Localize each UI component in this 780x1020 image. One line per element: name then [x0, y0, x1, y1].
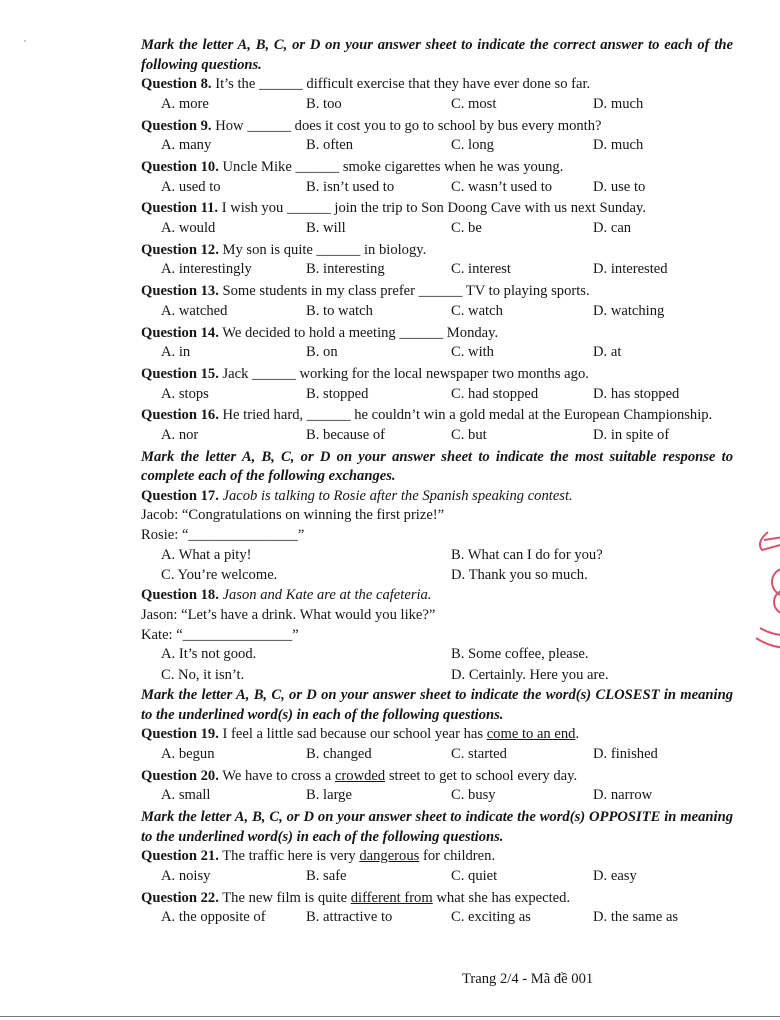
option-d: D. finished [593, 745, 658, 762]
question-17 [141, 487, 733, 507]
option-d: D. has stopped [593, 385, 680, 402]
question-text: My son is quite ______ in biology. [222, 241, 427, 258]
question-text-post: what she has expected. [432, 889, 571, 906]
question-number: Question 19. [141, 726, 219, 743]
options-17-row-2 [141, 566, 733, 586]
question-20 [141, 767, 733, 787]
question-text-pre: The traffic here is very [222, 848, 360, 865]
question-number: Question 13. [141, 283, 219, 300]
options-18-row-1 [141, 645, 733, 665]
option-d: D. at [593, 344, 622, 361]
option-d: D. the same as [593, 909, 679, 926]
section-instruction-4: Mark the letter A, B, C, or D on your answer sheet to indicate the word(s) OPPOSITE in meaning to the underlined word(s) in each of the following questions. [141, 808, 733, 845]
question-number: Question 12. [141, 241, 219, 258]
underlined-word: dangerous [359, 848, 420, 865]
option-b: B. often [306, 137, 354, 154]
option-c: C. You’re welcome. [161, 567, 278, 584]
option-c: C. exciting as [451, 909, 531, 926]
options-9 [141, 136, 733, 158]
option-d: D. narrow [593, 787, 653, 804]
question-text: He tried hard, ______ he couldn’t win a gold medal at the European Championship. [222, 407, 713, 424]
question-16 [141, 406, 733, 426]
option-b: B. Some coffee, please. [451, 646, 589, 663]
question-12 [141, 241, 733, 261]
question-9 [141, 117, 733, 137]
question-number: Question 22. [141, 889, 219, 906]
option-a: A. stops [161, 385, 209, 402]
question-text: Some students in my class prefer ______ TV to playing sports. [222, 283, 590, 300]
option-c: C. No, it isn’t. [161, 666, 245, 683]
option-b: B. changed [306, 745, 372, 762]
question-number: Question 14. [141, 324, 219, 341]
option-b: B. safe [306, 867, 347, 884]
options-17-row-1 [141, 546, 733, 566]
option-d: D. interested [593, 261, 668, 278]
option-c: C. with [451, 344, 494, 361]
question-context: Jacob is talking to Rosie after the Spanish speaking contest. [222, 487, 573, 504]
question-number: Question 17. [141, 487, 219, 504]
option-a: A. noisy [161, 867, 211, 884]
option-a: A. many [161, 137, 212, 154]
question-text: It’s the ______ difficult exercise that they have ever done so far. [215, 76, 591, 93]
option-c: C. long [451, 137, 494, 154]
question-text: Uncle Mike ______ smoke cigarettes when he was young. [222, 158, 564, 175]
options-12 [141, 260, 733, 282]
option-b: B. because of [306, 426, 386, 443]
option-a: A. in [161, 344, 191, 361]
question-number: Question 21. [141, 848, 219, 865]
option-c: C. busy [451, 787, 496, 804]
question-text-pre: The new film is quite [222, 889, 351, 906]
page-footer: Trang 2/4 - Mã đề 001 [462, 971, 594, 987]
option-d: D. use to [593, 178, 646, 195]
question-text: I wish you ______ join the trip to Son Doong Cave with us next Sunday. [221, 200, 646, 217]
option-d: D. watching [593, 302, 665, 319]
question-text-post: street to get to school every day. [385, 767, 578, 784]
dialogue-line-1: Jacob: “Congratulations on winning the first prize!” [141, 507, 445, 524]
option-a: A. begun [161, 745, 215, 762]
exam-page [141, 36, 733, 930]
question-number: Question 11. [141, 200, 219, 217]
option-b: B. too [306, 95, 342, 112]
question-number: Question 15. [141, 365, 219, 382]
options-18-row-2 [141, 666, 733, 686]
question-number: Question 9. [141, 117, 212, 134]
question-8 [141, 75, 733, 95]
option-b: B. isn’t used to [306, 178, 395, 195]
question-text-post: for children. [419, 848, 496, 865]
option-c: C. interest [451, 261, 511, 278]
section-instruction-1: Mark the letter A, B, C, or D on your answer sheet to indicate the correct answer to each of the following questions. [141, 37, 733, 73]
option-a: A. nor [161, 426, 199, 443]
options-14 [141, 343, 733, 365]
option-a: A. It’s not good. [161, 646, 257, 663]
question-number: Question 20. [141, 767, 219, 784]
question-text: Jack ______ working for the local newspaper two months ago. [222, 365, 589, 382]
question-text-post: . [575, 726, 580, 743]
options-16 [141, 426, 733, 448]
question-text: We decided to hold a meeting ______ Monday. [222, 324, 499, 341]
option-a: A. more [161, 95, 209, 112]
option-a: A. interestingly [161, 261, 252, 278]
options-21 [141, 867, 733, 889]
question-number: Question 10. [141, 158, 219, 175]
option-c: C. had stopped [451, 385, 539, 402]
question-19 [141, 725, 733, 745]
option-c: C. be [451, 219, 482, 236]
option-d: D. much [593, 137, 644, 154]
question-22 [141, 889, 733, 909]
underlined-word: come to an end [486, 726, 576, 743]
option-a: A. used to [161, 178, 221, 195]
option-d: D. easy [593, 867, 637, 884]
options-19 [141, 745, 733, 767]
option-d: D. much [593, 95, 644, 112]
question-11 [141, 199, 733, 219]
options-8 [141, 95, 733, 117]
dialogue-line-1: Jason: “Let’s have a drink. What would you like?” [141, 607, 436, 624]
options-20 [141, 786, 733, 808]
option-b: B. to watch [306, 302, 373, 319]
dialogue-line-2: Kate: “_______________” [141, 626, 299, 643]
option-b: B. large [306, 787, 352, 804]
options-10 [141, 178, 733, 200]
underlined-word: crowded [334, 767, 386, 784]
options-22 [141, 908, 733, 930]
option-a: A. would [161, 219, 216, 236]
stamp-mark [750, 528, 780, 678]
question-13 [141, 282, 733, 302]
option-c: C. watch [451, 302, 503, 319]
option-b: B. stopped [306, 385, 369, 402]
question-text-pre: We have to cross a [222, 767, 335, 784]
option-b: B. What can I do for you? [451, 546, 603, 563]
question-number: Question 8. [141, 76, 212, 93]
underlined-word: different from [350, 889, 433, 906]
question-text-pre: I feel a little sad because our school year has [222, 726, 487, 743]
option-d: D. Thank you so much. [451, 567, 588, 584]
option-c: C. most [451, 95, 497, 112]
options-11 [141, 219, 733, 241]
question-21 [141, 847, 733, 867]
bottom-rule [0, 1016, 780, 1017]
question-14 [141, 324, 733, 344]
question-text: How ______ does it cost you to go to school by bus every month? [215, 117, 602, 134]
option-a: A. the opposite of [161, 909, 266, 926]
option-c: C. started [451, 745, 507, 762]
option-c: C. quiet [451, 867, 498, 884]
question-context: Jason and Kate are at the cafeteria. [222, 587, 432, 604]
option-d: D. can [593, 219, 632, 236]
scan-speck [24, 40, 26, 42]
question-10 [141, 158, 733, 178]
option-b: B. attractive to [306, 909, 393, 926]
option-a: A. What a pity! [161, 546, 252, 563]
options-13 [141, 302, 733, 324]
options-15 [141, 385, 733, 407]
question-number: Question 18. [141, 587, 219, 604]
option-d: D. Certainly. Here you are. [451, 666, 609, 683]
section-instruction-3: Mark the letter A, B, C, or D on your answer sheet to indicate the word(s) CLOSEST in meaning to the underlined word(s) in each of the following questions. [141, 687, 733, 723]
option-c: C. wasn’t used to [451, 178, 553, 195]
option-d: D. in spite of [593, 426, 670, 443]
option-c: C. but [451, 426, 487, 443]
question-15 [141, 365, 733, 385]
option-a: A. small [161, 787, 211, 804]
option-a: A. watched [161, 302, 228, 319]
question-18 [141, 586, 733, 606]
option-b: B. on [306, 344, 338, 361]
option-b: B. interesting [306, 261, 385, 278]
section-instruction-2: Mark the letter A, B, C, or D on your answer sheet to indicate the most suitable response to complete each of the following exchanges. [141, 448, 733, 485]
dialogue-line-2: Rosie: “_______________” [141, 527, 305, 544]
question-number: Question 16. [141, 407, 219, 424]
option-b: B. will [306, 219, 346, 236]
